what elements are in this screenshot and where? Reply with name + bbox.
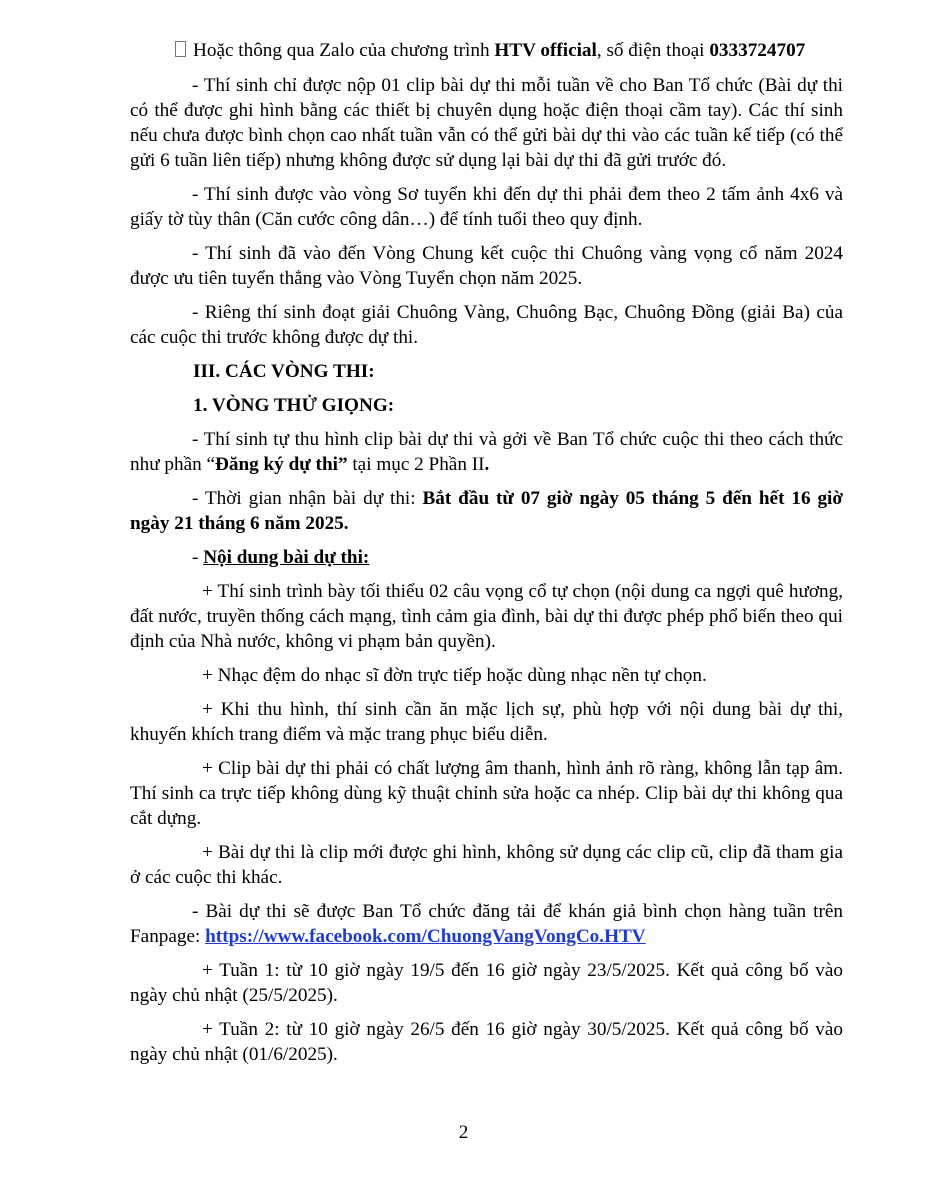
rule-finalists: - Thí sinh đã vào đến Vòng Chung kết cuộc thi Chuông vàng vọng cổ năm 2024 được ưu tiên tuyển thẳng vào Vòng Tuyển chọn năm 2025. [130,243,843,289]
content-item: + Nhạc đệm do nhạc sĩ đờn trực tiếp hoặc dùng nhạc nền tự chọn. [202,665,707,686]
audition-self-record: - Thí sinh tự thu hình clip bài dự thi và gởi về Ban Tổ chức cuộc thi theo cách thức như phần “Đăng ký dự thi” tại mục 2 Phần II. [130,429,843,475]
phone-number: 0333724707 [709,40,806,61]
section-heading: III. CÁC VÒNG THI: [193,361,375,382]
rule-preliminary: - Thí sinh được vào vòng Sơ tuyển khi đến dự thi phải đem theo 2 tấm ảnh 4x6 và giấy tờ tùy thân (Căn cước công dân…) để tính tuổi theo quy định. [130,184,843,230]
content-item: + Khi thu hình, thí sinh cần ăn mặc lịch sự, phù hợp với nội dung bài dự thi, khuyến khích trang điểm và mặc trang phục biểu diễn. [130,699,843,745]
week-2-schedule: + Tuần 2: từ 10 giờ ngày 26/5 đến 16 giờ ngày 30/5/2025. Kết quả công bố vào ngày chủ nhật (01/6/2025). [130,1019,843,1065]
week-1-schedule: + Tuần 1: từ 10 giờ ngày 19/5 đến 16 giờ ngày 23/5/2025. Kết quả công bố vào ngày chủ nhật (25/5/2025). [130,960,843,1006]
fanpage-paragraph: - Bài dự thi sẽ được Ban Tổ chức đăng tải để khán giả bình chọn hàng tuần trên Fanpage: https://www.facebook.com/ChuongVangVongCo.HTV [130,901,843,947]
content-item: + Clip bài dự thi phải có chất lượng âm thanh, hình ảnh rõ ràng, không lẫn tạp âm. Thí sinh ca trực tiếp không dùng kỹ thuật chỉnh sửa hoặc ca nhép. Clip bài dự thi không qua cắt dựng. [130,758,843,829]
page-number: 2 [458,1122,469,1143]
content-item: + Thí sinh trình bày tối thiểu 02 câu vọng cổ tự chọn (nội dung ca ngợi quê hương, đất nước, truyền thống cách mạng, tình cảm gia đình, bài dự thi được phép phổ biến theo qui định của Nhà nước, không vi phạm bản quyền). [130,581,843,652]
zalo-contact-line: Hoặc thông qua Zalo của chương trình HTV official, số điện thoại 0333724707 [130,38,843,63]
document-page [130,38,843,1076]
fanpage-link[interactable]: https://www.facebook.com/ChuongVangVongCo.HTV [205,926,646,947]
zalo-account-name: HTV official [494,40,597,61]
content-item: + Bài dự thi là clip mới được ghi hình, không sử dụng các clip cũ, clip đã tham gia ở các cuộc thi khác. [130,842,843,888]
content-heading: - Nội dung bài dự thi: [192,547,370,568]
rule-clip-limit: - Thí sinh chỉ được nộp 01 clip bài dự thi mỗi tuần về cho Ban Tổ chức (Bài dự thi có thể được ghi hình bằng các thiết bị chuyên dụng hoặc điện thoại cầm tay). Các thí sinh nếu chưa được bình chọn cao nhất tuần vẫn có thể gửi bài dự thi vào các tuần kế tiếp (có thể gửi 6 tuần liên tiếp) nhưng không được sử dụng lại bài dự thi đã gửi trước đó. [130,75,843,171]
bullet-box-icon [175,41,186,57]
subsection-heading: 1. VÒNG THỬ GIỌNG: [193,395,395,416]
audition-submission-time: - Thời gian nhận bài dự thi: Bắt đầu từ 07 giờ ngày 05 tháng 5 đến hết 16 giờ ngày 21 tháng 6 năm 2025. [130,488,843,534]
rule-prize-winners: - Riêng thí sinh đoạt giải Chuông Vàng, Chuông Bạc, Chuông Đồng (giải Ba) của các cuộc thi trước không được dự thi. [130,302,843,348]
